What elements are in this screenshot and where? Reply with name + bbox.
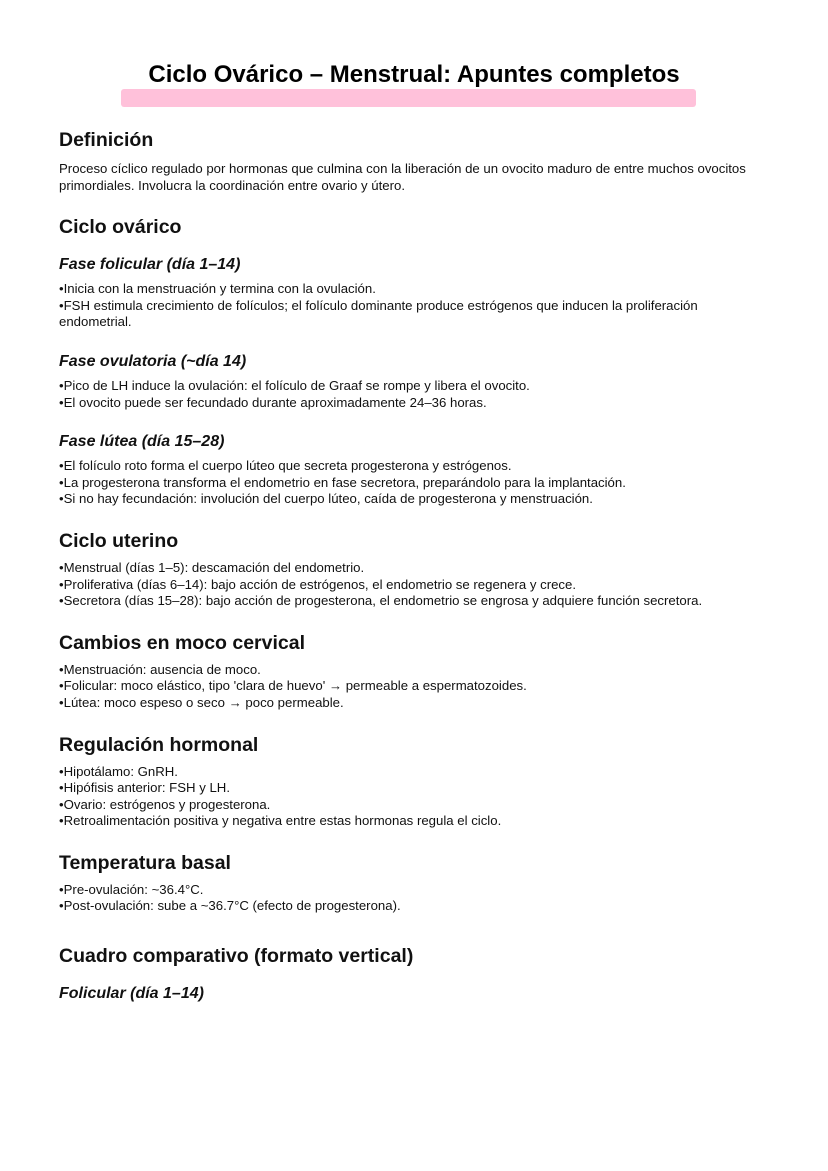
section-heading-cuadro-comparativo: Cuadro comparativo (formato vertical)	[59, 945, 414, 968]
list-fase-folicular	[59, 281, 759, 331]
definicion-text: Proceso cíclico regulado por hormonas que culmina con la liberación de un ovocito maduro de entre muchos ovocitos primordiales. Involucra la coordinación entre ovario y útero.	[59, 161, 746, 193]
section-moco-cervical	[59, 630, 759, 712]
section-heading-ciclo-uterino: Ciclo uterino	[59, 529, 179, 552]
section-regulacion-hormonal	[59, 732, 759, 830]
list-regulacion-hormonal	[59, 764, 759, 830]
list-item: • Hipófisis anterior: FSH y LH.	[59, 780, 759, 797]
page-title: Ciclo Ovárico – Menstrual: Apuntes completos	[148, 61, 680, 88]
section-ciclo-uterino	[59, 528, 759, 610]
list-item: • Post-ovulación: sube a ~36.7°C (efecto de progesterona).	[59, 898, 759, 915]
subheading-fase-folicular: Fase folicular (día 1–14)	[59, 256, 241, 274]
list-item: • Pico de LH induce la ovulación: el folículo de Graaf se rompe y libera el ovocito.	[59, 378, 759, 395]
list-item: • Secretora (días 15–28): bajo acción de progesterona, el endometrio se engrosa y adquiere función secretora.	[59, 593, 759, 610]
list-item: • FSH estimula crecimiento de folículos; el folículo dominante produce estrógenos que inducen la proliferación endometrial.	[59, 298, 759, 331]
list-moco-cervical	[59, 662, 759, 712]
list-item: • Pre-ovulación: ~36.4°C.	[59, 882, 759, 899]
list-item: • Folicular: moco elástico, tipo 'clara de huevo' → permeable a espermatozoides.	[59, 678, 759, 695]
section-definicion	[59, 127, 759, 194]
section-temperatura-basal	[59, 850, 759, 915]
list-item: • Ovario: estrógenos y progesterona.	[59, 797, 759, 814]
section-ciclo-ovarico	[59, 214, 759, 508]
list-item: • Menstrual (días 1–5): descamación del endometrio.	[59, 560, 759, 577]
list-fase-ovulatoria	[59, 378, 759, 411]
document-content	[59, 127, 759, 1005]
subheading-folicular: Folicular (día 1–14)	[59, 985, 204, 1003]
section-heading-moco-cervical: Cambios en moco cervical	[59, 631, 306, 654]
list-temperatura-basal	[59, 882, 759, 915]
list-fase-lutea	[59, 458, 759, 508]
title-highlight-bar	[121, 89, 696, 107]
list-item: • La progesterona transforma el endometrio en fase secretora, preparándolo para la implantación.	[59, 475, 759, 492]
list-item: • Si no hay fecundación: involución del cuerpo lúteo, caída de progesterona y menstruación.	[59, 491, 759, 508]
subheading-fase-lutea: Fase lútea (día 15–28)	[59, 433, 225, 451]
title-block	[0, 58, 828, 110]
list-item: • El folículo roto forma el cuerpo lúteo que secreta progesterona y estrógenos.	[59, 458, 759, 475]
list-item: • Menstruación: ausencia de moco.	[59, 662, 759, 679]
list-item: • Retroalimentación positiva y negativa entre estas hormonas regula el ciclo.	[59, 813, 759, 830]
list-item: • Inicia con la menstruación y termina con la ovulación.	[59, 281, 759, 298]
section-heading-definicion: Definición	[59, 129, 154, 151]
section-heading-ciclo-ovarico: Ciclo ovárico	[59, 216, 182, 239]
subheading-fase-ovulatoria: Fase ovulatoria (~día 14)	[59, 352, 247, 370]
section-heading-temperatura-basal: Temperatura basal	[59, 851, 231, 874]
section-heading-regulacion-hormonal: Regulación hormonal	[59, 733, 259, 756]
section-cuadro-comparativo	[59, 943, 759, 1005]
list-ciclo-uterino	[59, 560, 759, 610]
list-item: • Hipotálamo: GnRH.	[59, 764, 759, 781]
list-item: • Proliferativa (días 6–14): bajo acción de estrógenos, el endometrio se regenera y crece.	[59, 577, 759, 594]
list-item: • Lútea: moco espeso o seco → poco permeable.	[59, 695, 759, 712]
list-item: • El ovocito puede ser fecundado durante aproximadamente 24–36 horas.	[59, 395, 759, 412]
